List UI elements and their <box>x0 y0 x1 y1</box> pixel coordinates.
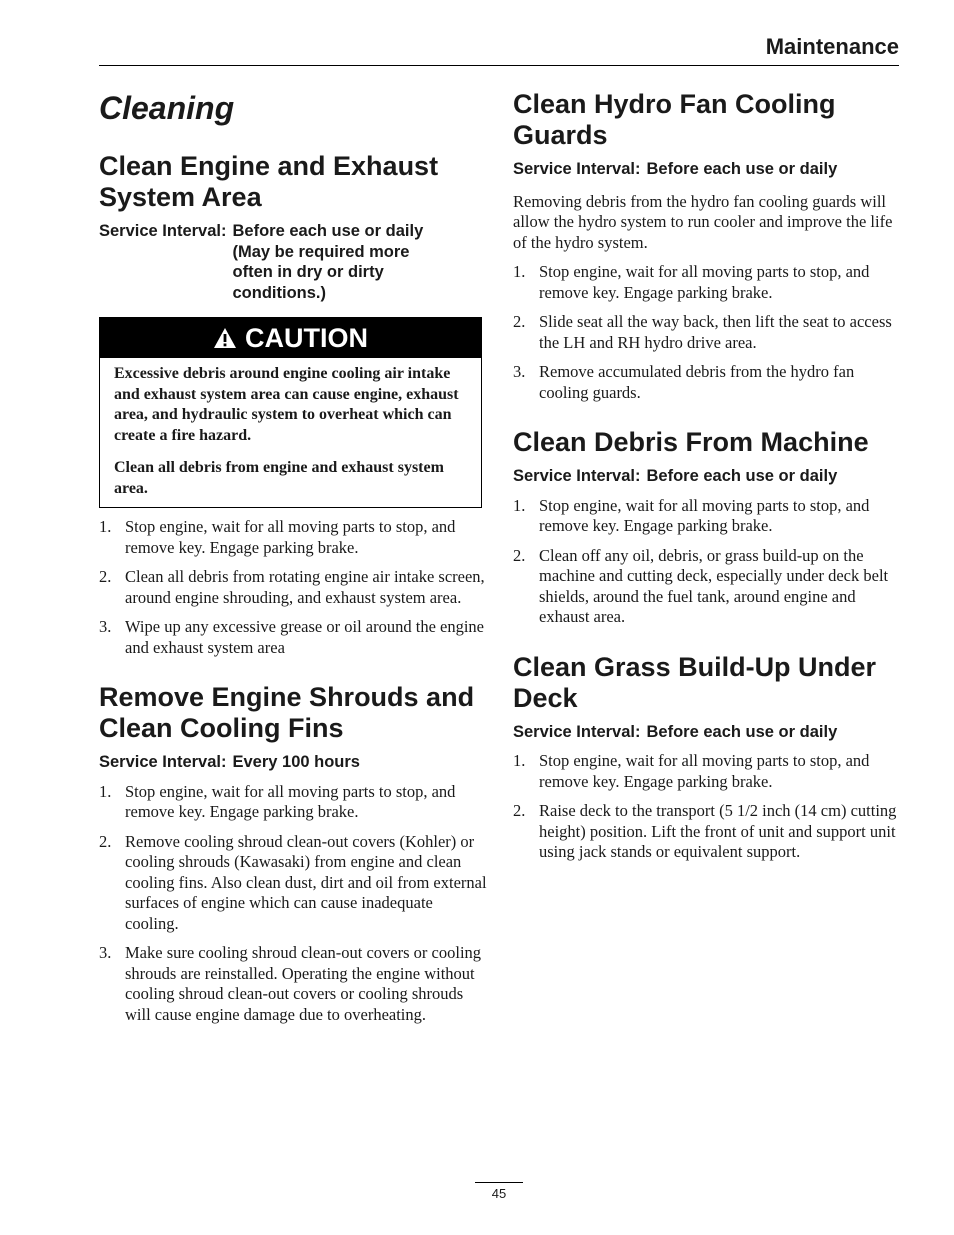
list-item <box>99 782 487 823</box>
step-text: Stop engine, wait for all moving parts to stop, and remove key. Engage parking brake. <box>539 751 870 791</box>
right-column <box>513 86 901 863</box>
service-interval-engine-shrouds <box>99 752 487 773</box>
step-text: Remove cooling shroud clean-out covers (Kohler) or cooling shrouds (Kawasaki) from engine and clean cooling fins. Also clean dust, dirt and oil from external surfaces of engine which can cause inadequate cooling. <box>125 831 487 933</box>
service-interval-debris-machine <box>513 466 901 487</box>
list-item <box>513 362 901 403</box>
steps-engine-shrouds <box>99 782 487 1026</box>
heading-grass-deck: Clean Grass Build-Up Under Deck <box>513 651 877 713</box>
step-text: Stop engine, wait for all moving parts to stop, and remove key. Engage parking brake. <box>125 781 456 821</box>
steps-hydro-fan <box>513 262 901 403</box>
heading-engine-shrouds: Remove Engine Shrouds and Clean Cooling Fins <box>99 682 475 743</box>
step-number: 2. <box>99 567 112 586</box>
step-text: Make sure cooling shroud clean-out covers or cooling shrouds are reinstalled. Operating the engine without cooling shroud clean-out covers or cooling shrouds will cause engine damage due to overheating. <box>125 943 482 1024</box>
service-interval-hydro-fan <box>513 159 901 180</box>
steps-debris-machine <box>513 496 901 628</box>
step-text: Raise deck to the transport (5 1/2 inch (14 cm) cutting height) position. Lift the front of unit and support unit using jack stands or equivalent support. <box>539 801 897 861</box>
service-interval-label: Service Interval: <box>513 722 641 741</box>
caution-label: CAUTION <box>245 322 368 353</box>
left-column <box>99 86 487 1025</box>
step-number: 1. <box>513 751 526 770</box>
step-number: 2. <box>513 801 526 820</box>
list-item <box>513 751 901 792</box>
step-text: Clean off any oil, debris, or grass build-up on the machine and cutting deck, especially under deck belt shields, around the fuel tank, around engine and exhaust area. <box>539 545 889 626</box>
heading-debris-machine: Clean Debris From Machine <box>513 427 869 457</box>
step-text: Slide seat all the way back, then lift the seat to access the LH and RH hydro drive area. <box>539 312 892 352</box>
footer-divider <box>475 1182 523 1183</box>
heading-engine-exhaust: Clean Engine and Exhaust System Area <box>99 151 439 212</box>
service-interval-label: Service Interval: <box>513 467 641 485</box>
service-interval-label: Service Interval: <box>99 222 227 240</box>
service-interval-value: Before each use or daily <box>646 722 838 741</box>
service-interval-label: Service Interval: <box>99 753 227 771</box>
page-number: 45 <box>491 1186 507 1201</box>
step-text: Stop engine, wait for all moving parts to stop, and remove key. Engage parking brake. <box>539 262 870 302</box>
caution-text <box>100 358 481 507</box>
caution-paragraph: Clean all debris from engine and exhaust system area. <box>114 459 444 497</box>
list-item <box>99 517 487 558</box>
page-title: Cleaning <box>99 90 235 126</box>
service-interval-grass-deck <box>513 722 901 743</box>
step-text: Remove accumulated debris from the hydro fan cooling guards. <box>539 362 855 402</box>
service-interval-label: Service Interval: <box>513 160 641 178</box>
service-interval-engine-exhaust <box>99 221 487 303</box>
step-number: 1. <box>99 781 112 801</box>
warning-triangle-icon <box>213 327 237 349</box>
caution-paragraph: Excessive debris around engine cooling air intake and exhaust system area can cause engine, exhaust area, and hydraulic system to overheat which can create a fire hazard. <box>114 365 459 444</box>
service-interval-value: Before each use or daily (May be required more often in dry or dirty conditions.) <box>232 222 424 302</box>
list-item <box>513 262 901 303</box>
list-item <box>99 617 487 658</box>
list-item <box>513 496 901 537</box>
list-item <box>99 567 487 608</box>
section-header: Maintenance <box>765 34 899 59</box>
caution-box <box>99 317 482 508</box>
step-number: 1. <box>99 517 112 536</box>
step-number: 3. <box>99 943 112 962</box>
step-number: 2. <box>513 545 526 565</box>
step-number: 2. <box>513 312 526 331</box>
header-divider <box>99 65 899 66</box>
step-text: Stop engine, wait for all moving parts to stop, and remove key. Engage parking brake. <box>125 517 456 557</box>
caution-banner <box>100 318 481 358</box>
heading-hydro-fan: Clean Hydro Fan Cooling Guards <box>513 89 836 150</box>
step-text: Clean all debris from rotating engine air intake screen, around engine shrouding, and exhaust system area. <box>125 567 485 607</box>
list-item <box>99 943 487 1025</box>
step-number: 1. <box>513 495 526 515</box>
step-number: 3. <box>513 362 526 381</box>
intro-paragraph: Removing debris from the hydro fan cooling guards will allow the hydro system to run cooler and improve the life of the hydro system. <box>513 191 893 252</box>
steps-grass-deck <box>513 751 901 863</box>
list-item <box>513 312 901 353</box>
step-text: Wipe up any excessive grease or oil around the engine and exhaust system area <box>125 617 484 657</box>
step-number: 1. <box>513 262 526 281</box>
service-interval-value: Every 100 hours <box>232 753 360 771</box>
step-number: 3. <box>99 617 112 636</box>
step-text: Stop engine, wait for all moving parts to stop, and remove key. Engage parking brake. <box>539 495 870 535</box>
steps-engine-exhaust <box>99 517 487 658</box>
list-item <box>99 832 487 935</box>
list-item <box>513 801 901 863</box>
service-interval-value: Before each use or daily <box>646 160 838 178</box>
list-item <box>513 546 901 628</box>
service-interval-value: Before each use or daily <box>646 467 838 485</box>
step-number: 2. <box>99 831 112 851</box>
